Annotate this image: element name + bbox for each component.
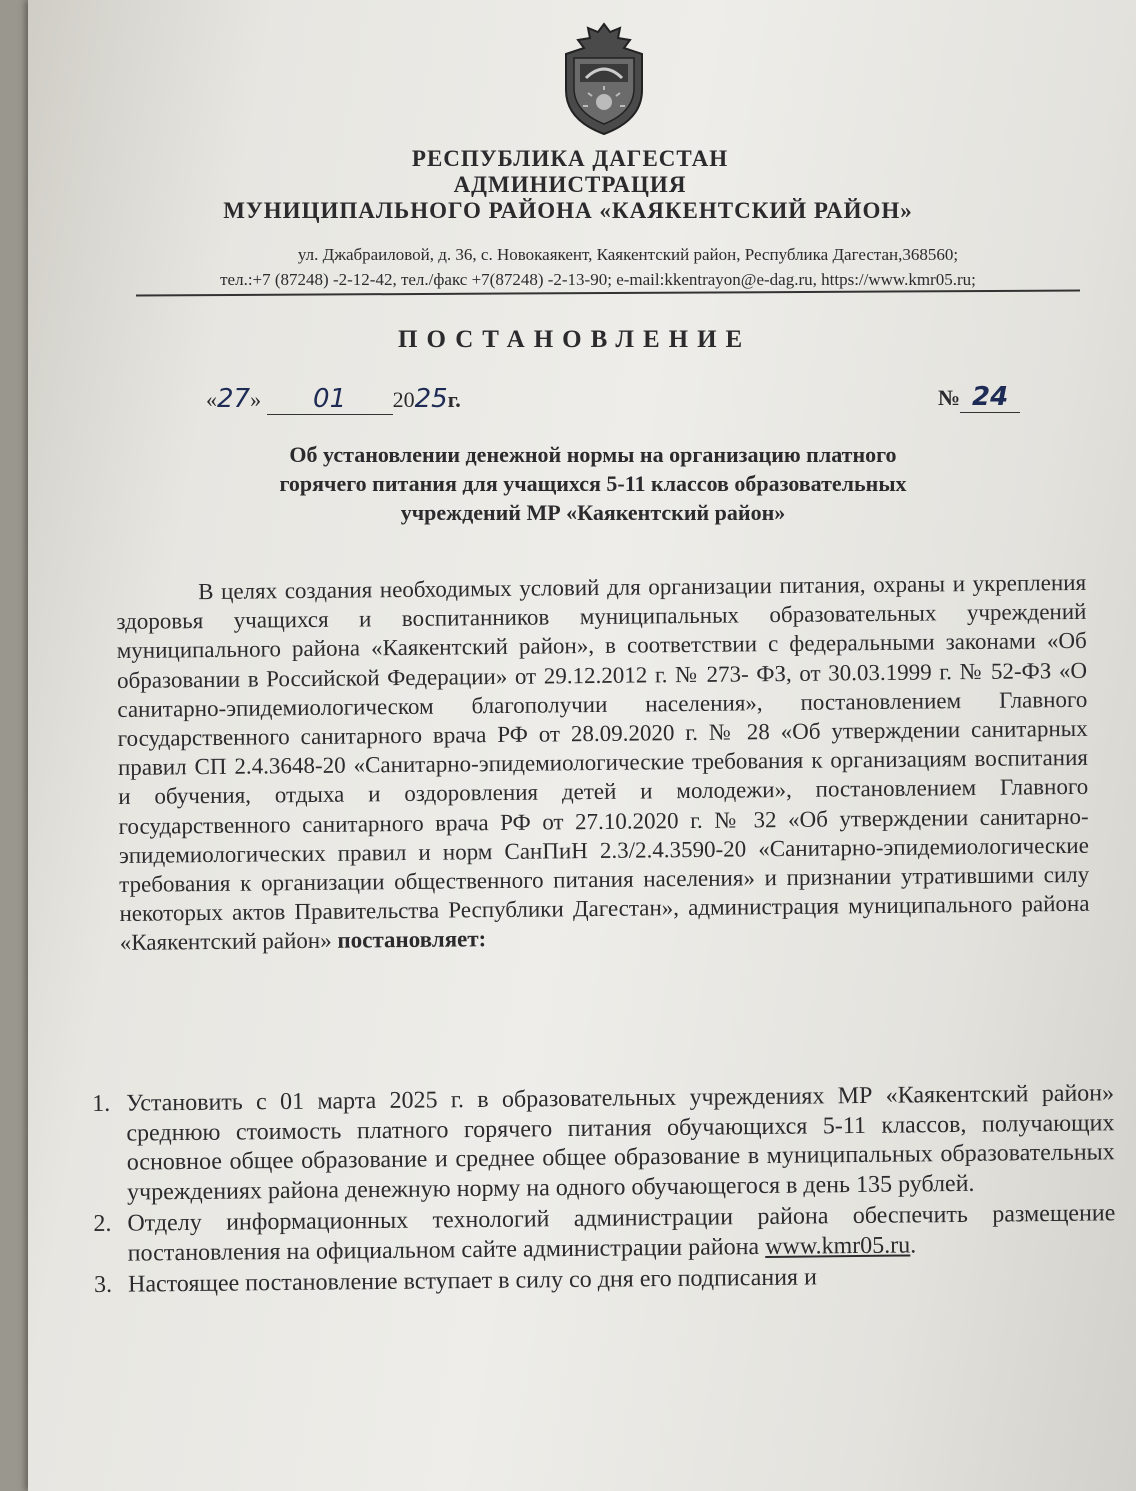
document-title: ПОСТАНОВЛЕНИЕ xyxy=(398,326,752,353)
list-item xyxy=(93,1199,1116,1269)
preamble-text: В целях создания необходимых условий для организации питания, охраны и укрепления здоровья учащихся и воспитанников муниципальных образовательных учреждений муниципального района «Каякентский район», в соответствии с федеральными законами «Об образовании в Российской Федерации» от 29.12.2012 г. № 273- ФЗ, от 30.03.1999 г. № 52-ФЗ «О санитарно-эпидемиологическом благополучии населения», постановлением Главного государственного санитарного врача РФ от 28.09.2020 г. № 28 «Об утверждении санитарных правил СП 2.4.3648-20 «Санитарно-эпидемиологические требования к организациям воспитания и обучения, отдыха и оздоровления детей и молодежи», постановлением Главного государственного санитарного врача РФ от 27.10.2020 г. № 32 «Об утверждении санитарно-эпидемиологических правил и норм СанПиН 2.3/2.4.3590-20 «Санитарно-эпидемиологические требования к организации общественного питания населения» и признании утратившими силу некоторых актов Правительства Республики Дагестан», администрация муниципального района «Каякентский район» xyxy=(116,569,1090,956)
header-republic: РЕСПУБЛИКА ДАГЕСТАН xyxy=(411,146,729,171)
header-administration: АДМИНИСТРАЦИЯ xyxy=(453,172,687,197)
header-contacts: тел.:+7 (87248) -2-12-42, тел./факс +7(87248) -2-13-90; e-mail:kkentrayon@e-dag.ru, https://www.kmr05.ru; xyxy=(220,270,976,289)
date-open-quote: « xyxy=(206,387,217,412)
document-date xyxy=(206,384,461,415)
list-item xyxy=(92,1079,1115,1208)
site-link[interactable]: www.kmr05.ru xyxy=(764,1231,911,1260)
date-suffix: г. xyxy=(447,387,461,412)
item-number: 2. xyxy=(93,1210,112,1237)
subject-line: горячего питания для учащихся 5-11 классов образовательных xyxy=(279,471,907,496)
coat-of-arms-icon xyxy=(558,20,650,138)
item-text: Отделу информационных технологий администрации района обеспечить размещение постановления на официальном сайте администрации района xyxy=(127,1200,1116,1267)
date-year-prefix: 20 xyxy=(392,387,415,412)
document-number xyxy=(938,382,1020,413)
item-number: 1. xyxy=(92,1090,111,1117)
item-text: Установить с 01 марта 2025 г. в образовательных учреждениях МР «Каякентский район» среднюю стоимость платного горячего питания обучающихся 5-11 классов, получающих основное общее образование и среднее общее образование в муниципальных образовательных учреждениях района денежную норму на одного обучающегося в день 135 рублей. xyxy=(126,1080,1115,1206)
preamble xyxy=(116,568,1090,958)
date-month: 01 xyxy=(267,384,393,415)
date-day: 27 xyxy=(217,384,251,414)
item-text-end: . xyxy=(910,1231,917,1258)
number-value: 24 xyxy=(960,382,1020,413)
number-label: № xyxy=(938,385,961,410)
resolution-items xyxy=(92,1079,1116,1302)
document-subject xyxy=(178,440,1008,527)
subject-line: Об установлении денежной нормы на организацию платного xyxy=(289,442,897,467)
document-page xyxy=(28,0,1136,1491)
date-year: 25 xyxy=(414,384,448,414)
header-address: ул. Джабраиловой, д. 36, с. Новокаякент, Каякентский район, Республика Дагестан,368560; xyxy=(297,245,959,264)
item-number: 3. xyxy=(93,1271,113,1298)
header-divider xyxy=(136,290,1080,297)
subject-line: учреждений МР «Каякентский район» xyxy=(400,500,786,525)
header-district: МУНИЦИПАЛЬНОГО РАЙОНА «КАЯКЕНТСКИЙ РАЙОН» xyxy=(223,198,913,223)
date-close-quote: » xyxy=(250,387,262,412)
item-text: Настоящее постановление вступает в силу со дня его подписания и xyxy=(127,1264,817,1298)
resolves-word: постановляет: xyxy=(337,926,487,954)
